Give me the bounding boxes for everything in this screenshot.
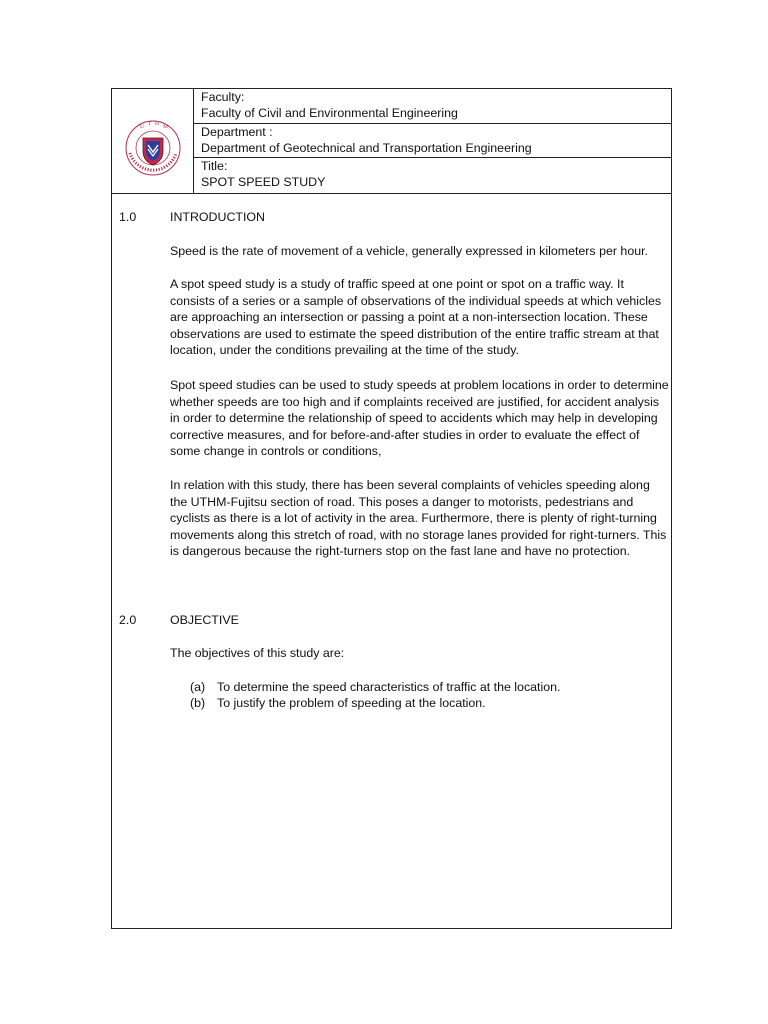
title-row [194,158,671,193]
objective-intro: The objectives of this study are: [170,646,345,660]
intro-paragraph-4: In relation with this study, there has been several complaints of vehicles speeding along the UTHM-Fujitsu section of road. This poses a danger to motorists, pedestrians and cyclists as there is a lot of activity in the area. Furthermore, there is plenty of right-turning movements along this stretch of road, with no storage lanes provided for right-turners. This is dangerous because the right-turners stop on the fast lane and have no protection. [170,478,667,559]
svg-text:M: M [163,124,168,130]
faculty-label: Faculty: [201,90,245,104]
objective-item-text: To justify the problem of speeding at the location. [217,696,486,710]
objective-item-label: (a) [190,680,206,694]
objective-item-label: (b) [190,696,206,710]
department-value: Department of Geotechnical and Transportation Engineering [201,141,532,155]
objective-item [190,695,486,712]
document-page [111,88,672,929]
section-2-number: 2.0 [119,613,137,627]
svg-text:U: U [140,124,144,130]
faculty-row [194,89,671,124]
section-1-number: 1.0 [119,210,137,224]
title-value: SPOT SPEED STUDY [201,175,326,189]
uthm-logo-icon [124,119,182,177]
svg-text:H: H [155,121,159,127]
title-label: Title: [201,159,228,173]
svg-text:T: T [148,121,152,127]
objective-item-text: To determine the speed characteristics of traffic at the location. [217,680,561,694]
header-table [112,89,671,194]
department-label: Department : [201,125,273,139]
intro-paragraph-3: Spot speed studies can be used to study speeds at problem locations in order to determine whether speeds are too high and if complaints received are justified, for accident analysis in order to determine the relationship of speed to accidents which may help in developing corrective measures, and for before-and-after studies in order to evaluate the effect of some change in controls or conditions, [170,378,669,459]
intro-paragraph-2: A spot speed study is a study of traffic speed at one point or spot on a traffic way. It consists of a series or a sample of observations of the individual speeds at which vehicles are approaching an intersection or passing a point at a non-intersection location. These observations are used to estimate the speed distribution of the entire traffic stream at that location, under the conditions prevailing at the time of the study. [170,277,662,358]
section-2-title: OBJECTIVE [170,613,239,627]
faculty-value: Faculty of Civil and Environmental Engineering [201,106,458,120]
intro-paragraph-1: Speed is the rate of movement of a vehicle, generally expressed in kilometers per hour. [170,244,648,258]
logo-cell [112,89,194,193]
section-1-title: INTRODUCTION [170,210,265,224]
objective-item [190,679,560,696]
department-row [194,124,671,158]
